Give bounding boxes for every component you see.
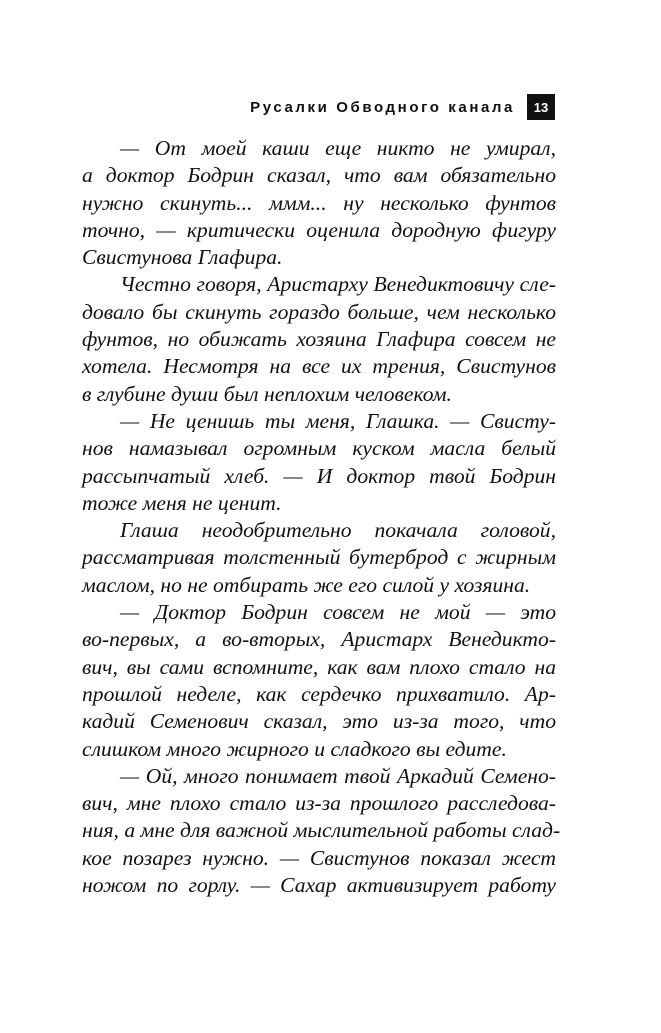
text-line: нов намазывал огромным куском масла белый bbox=[82, 436, 556, 461]
text-line: а доктор Бодрин сказал, что вам обязательно bbox=[82, 163, 556, 188]
text-line: Свистунова Глафира. bbox=[82, 245, 283, 270]
text-line: маслом, но не отбирать же его силой у хозяина. bbox=[82, 572, 531, 597]
text-line: Глаша неодобрительно покачала головой, bbox=[120, 518, 556, 543]
page-number-badge: 13 bbox=[527, 94, 555, 120]
text-line: — Ой, много понимает твой Аркадий Семено- bbox=[120, 763, 556, 788]
text-line: слишком много жирного и сладкого вы едите. bbox=[82, 736, 507, 761]
text-line: во-первых, а во-вторых, Аристарх Венедикто- bbox=[82, 627, 556, 652]
text-line: хотела. Несмотря на все их трения, Свистунов bbox=[82, 354, 556, 379]
text-line: ния, а мне для важной мыслительной работы слад- bbox=[82, 818, 561, 843]
text-line: вич, мне плохо стало из-за прошлого расследова- bbox=[82, 791, 556, 816]
text-line: рассматривая толстенный бутерброд с жирным bbox=[82, 545, 556, 570]
text-line: фунтов, но обижать хозяина Глафира совсем не bbox=[82, 327, 556, 352]
text-line: — Доктор Бодрин совсем не мой — это bbox=[120, 600, 556, 625]
running-head bbox=[250, 94, 555, 120]
text-line: ножом по горлу. — Сахар активизирует работу bbox=[82, 873, 556, 898]
text-line: кадий Семенович сказал, это из-за того, что bbox=[82, 709, 556, 734]
text-line: точно, — критически оценила дородную фигуру bbox=[82, 217, 556, 242]
text-line: — Не ценишь ты меня, Глашка. — Свисту- bbox=[120, 408, 556, 433]
text-line: кое позарез нужно. — Свистунов показал жест bbox=[82, 845, 556, 870]
text-line: нужно скинуть... ммм... ну несколько фунтов bbox=[82, 190, 556, 215]
text-line: рассыпчатый хлеб. — И доктор твой Бодрин bbox=[82, 463, 556, 488]
body-text bbox=[82, 135, 561, 899]
text-line: Честно говоря, Аристарху Венедиктовичу сле- bbox=[120, 272, 556, 297]
running-title: Русалки Обводного канала bbox=[250, 98, 515, 116]
text-line: — От моей каши еще никто не умирал, bbox=[120, 136, 556, 160]
text-line: довало бы скинуть гораздо больше, чем несколько bbox=[82, 299, 556, 324]
text-line: прошлой неделе, как сердечко прихватило. Ар- bbox=[82, 681, 556, 706]
text-line: тоже меня не ценит. bbox=[82, 490, 282, 515]
text-line: в глубине души был неплохим человеком. bbox=[82, 381, 452, 406]
text-line: вич, вы сами вспомните, как вам плохо стало на bbox=[82, 654, 556, 679]
